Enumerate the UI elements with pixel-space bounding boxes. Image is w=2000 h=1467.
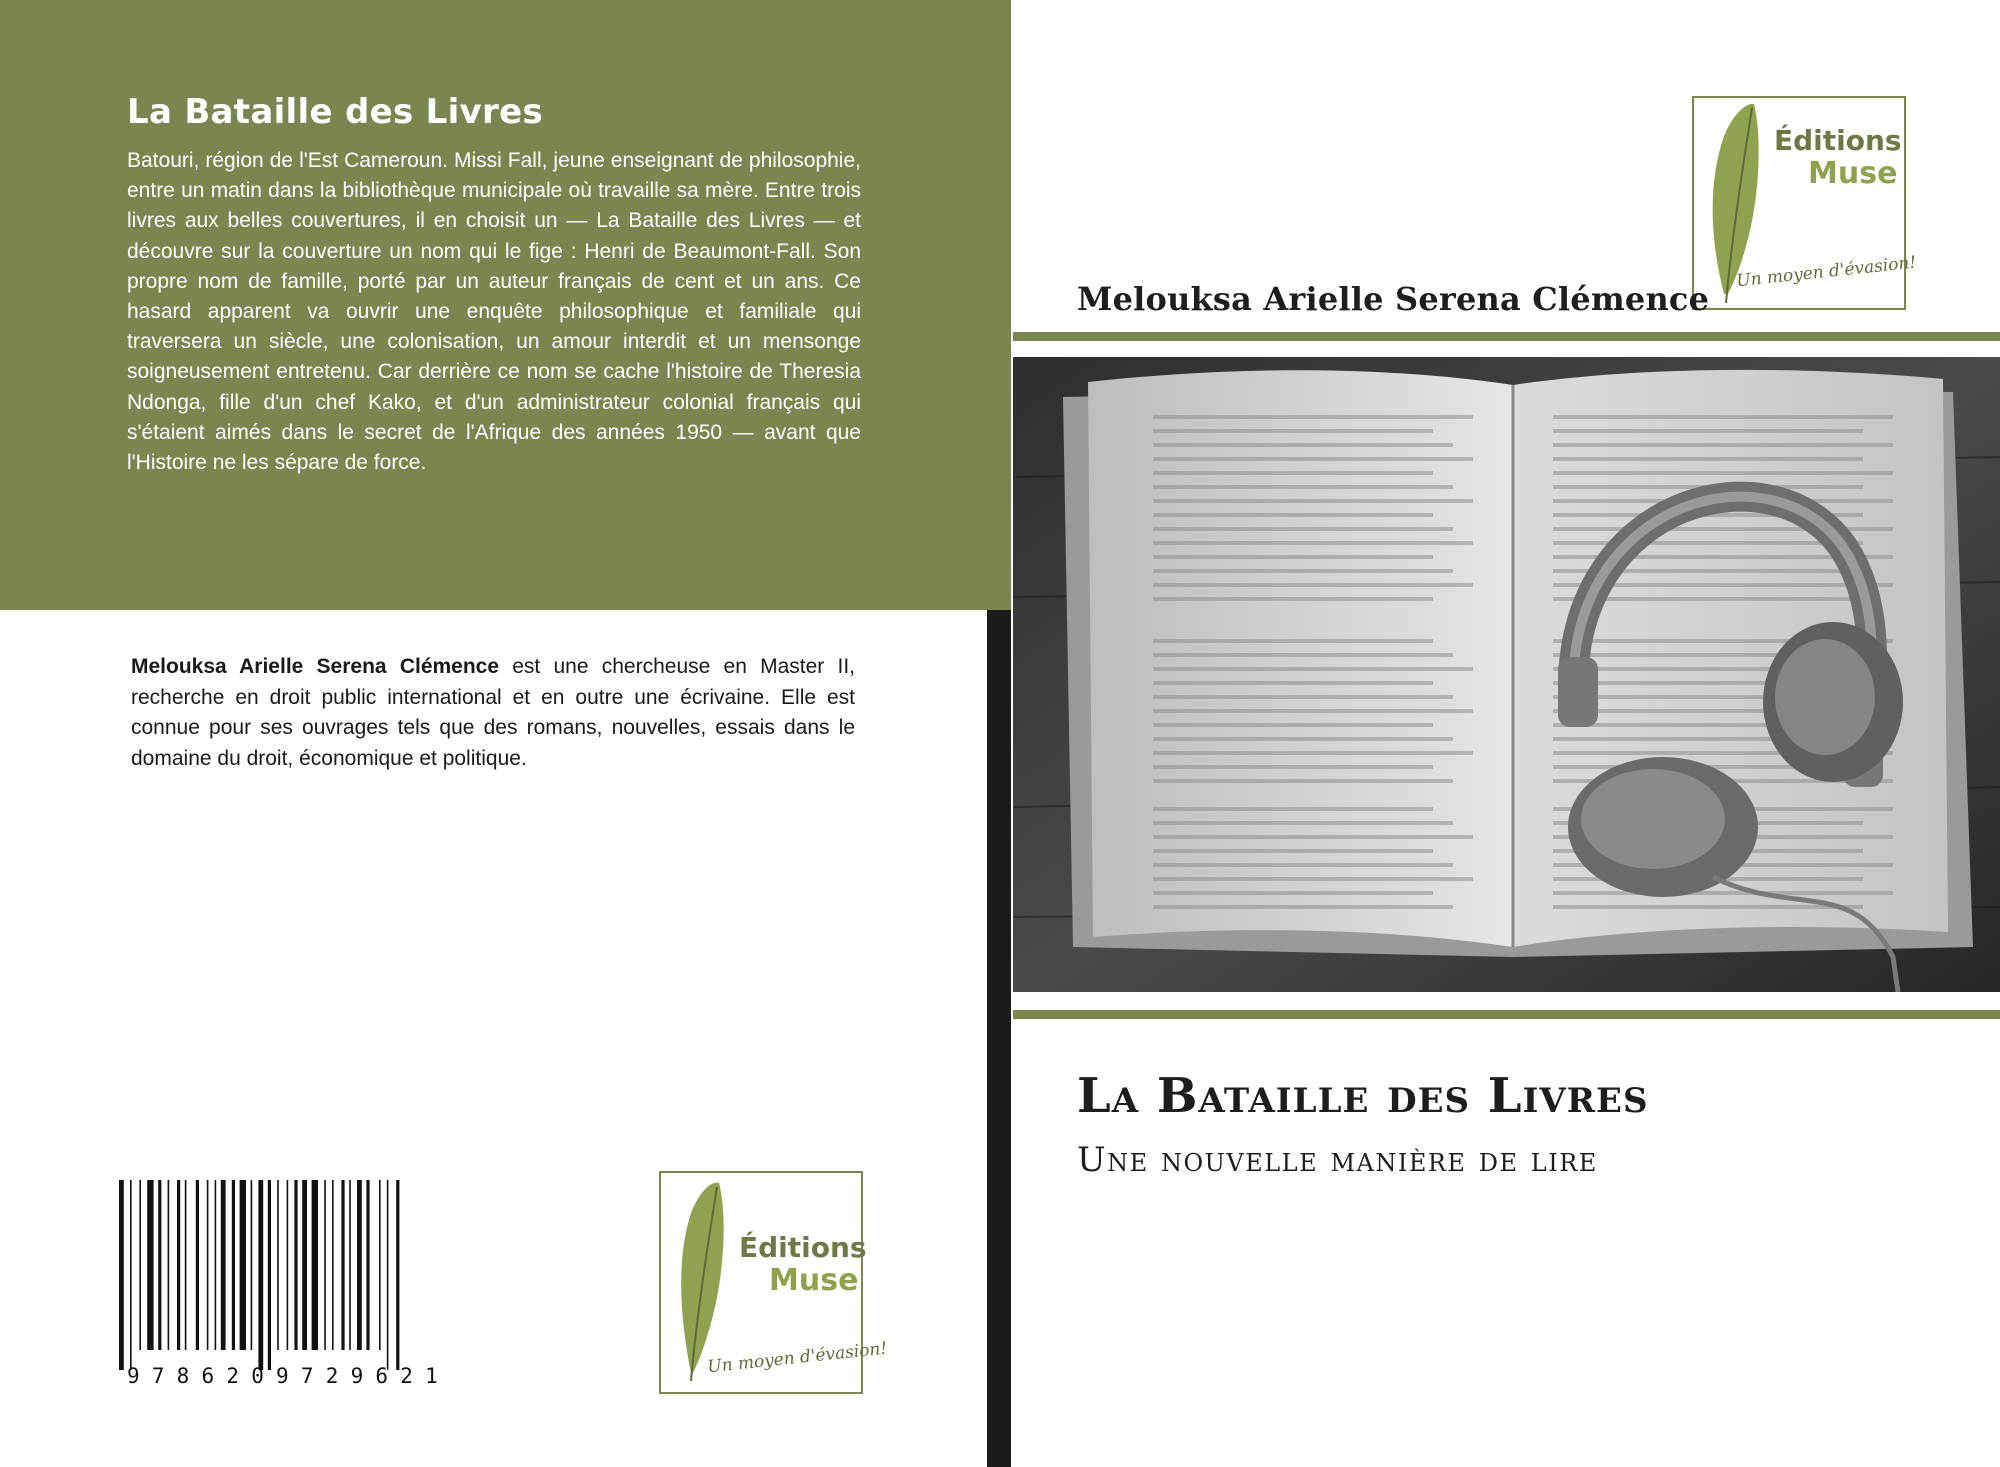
logo-word-muse: Muse xyxy=(769,1263,859,1298)
front-cover-subtitle: Une nouvelle manière de lire xyxy=(1077,1140,1598,1180)
book-spine xyxy=(987,610,1011,1467)
divider-bottom xyxy=(1013,1010,2000,1019)
publisher-logo-front xyxy=(1692,96,1918,310)
logo-word-muse: Muse xyxy=(1808,156,1898,191)
book-headphones-illustration xyxy=(1013,357,2000,992)
isbn-barcode xyxy=(117,1180,467,1388)
barcode-bars xyxy=(117,1180,467,1370)
author-bio xyxy=(131,652,855,774)
isbn-number: 9786209729621 xyxy=(127,1364,450,1388)
author-bio-text: est une chercheuse en Master II, recherche en droit public international et en outre une écrivaine. Elle est connue pour ses ouvrages tels que des romans, nouvelles, essais dans le domaine du droit, économique et politique. xyxy=(131,655,855,770)
back-cover-blurb: Batouri, région de l'Est Cameroun. Missi Fall, jeune enseignant de philosophie, entre un matin dans la bibliothèque municipale où travaille sa mère. Entre trois livres aux belles couvertures, il en choisit un — La Bataille des Livres — et découvre sur la couverture un nom qui le fige : Henri de Beaumont-Fall. Son propre nom de famille, porté par un auteur français de cent et un ans. Ce hasard apparent va ouvrir une enquête philosophique et familiale qui traversera un siècle, une colonisation, un amour interdit et un mensonge soigneusement entretenu. Car derrière ce nom se cache l'histoire de Theresia Ndonga, fille d'un chef Kako, et d'un administrateur colonial français qui s'étaient aimés dans le secret de l'Afrique des années 1950 — avant que l'Histoire ne les sépare de force. xyxy=(127,149,861,475)
cover-photo-book-headphones xyxy=(1013,357,2000,992)
back-cover-title: La Bataille des Livres xyxy=(127,92,543,132)
logo-word-editions: Éditions xyxy=(1774,124,1902,157)
author-bio-name: Melouksa Arielle Serena Clémence xyxy=(131,655,500,678)
logo-word-editions: Éditions xyxy=(739,1231,867,1264)
logo-tagline: Un moyen d'évasion! xyxy=(706,1338,889,1378)
front-cover-title: La Bataille des Livres xyxy=(1077,1068,1649,1124)
publisher-logo-back xyxy=(659,1171,889,1394)
divider-top xyxy=(1013,332,2000,341)
front-cover-author: Melouksa Arielle Serena Clémence xyxy=(1077,280,1710,318)
logo-tagline: Un moyen d'évasion! xyxy=(1735,252,1918,292)
spine-top xyxy=(987,0,1011,610)
